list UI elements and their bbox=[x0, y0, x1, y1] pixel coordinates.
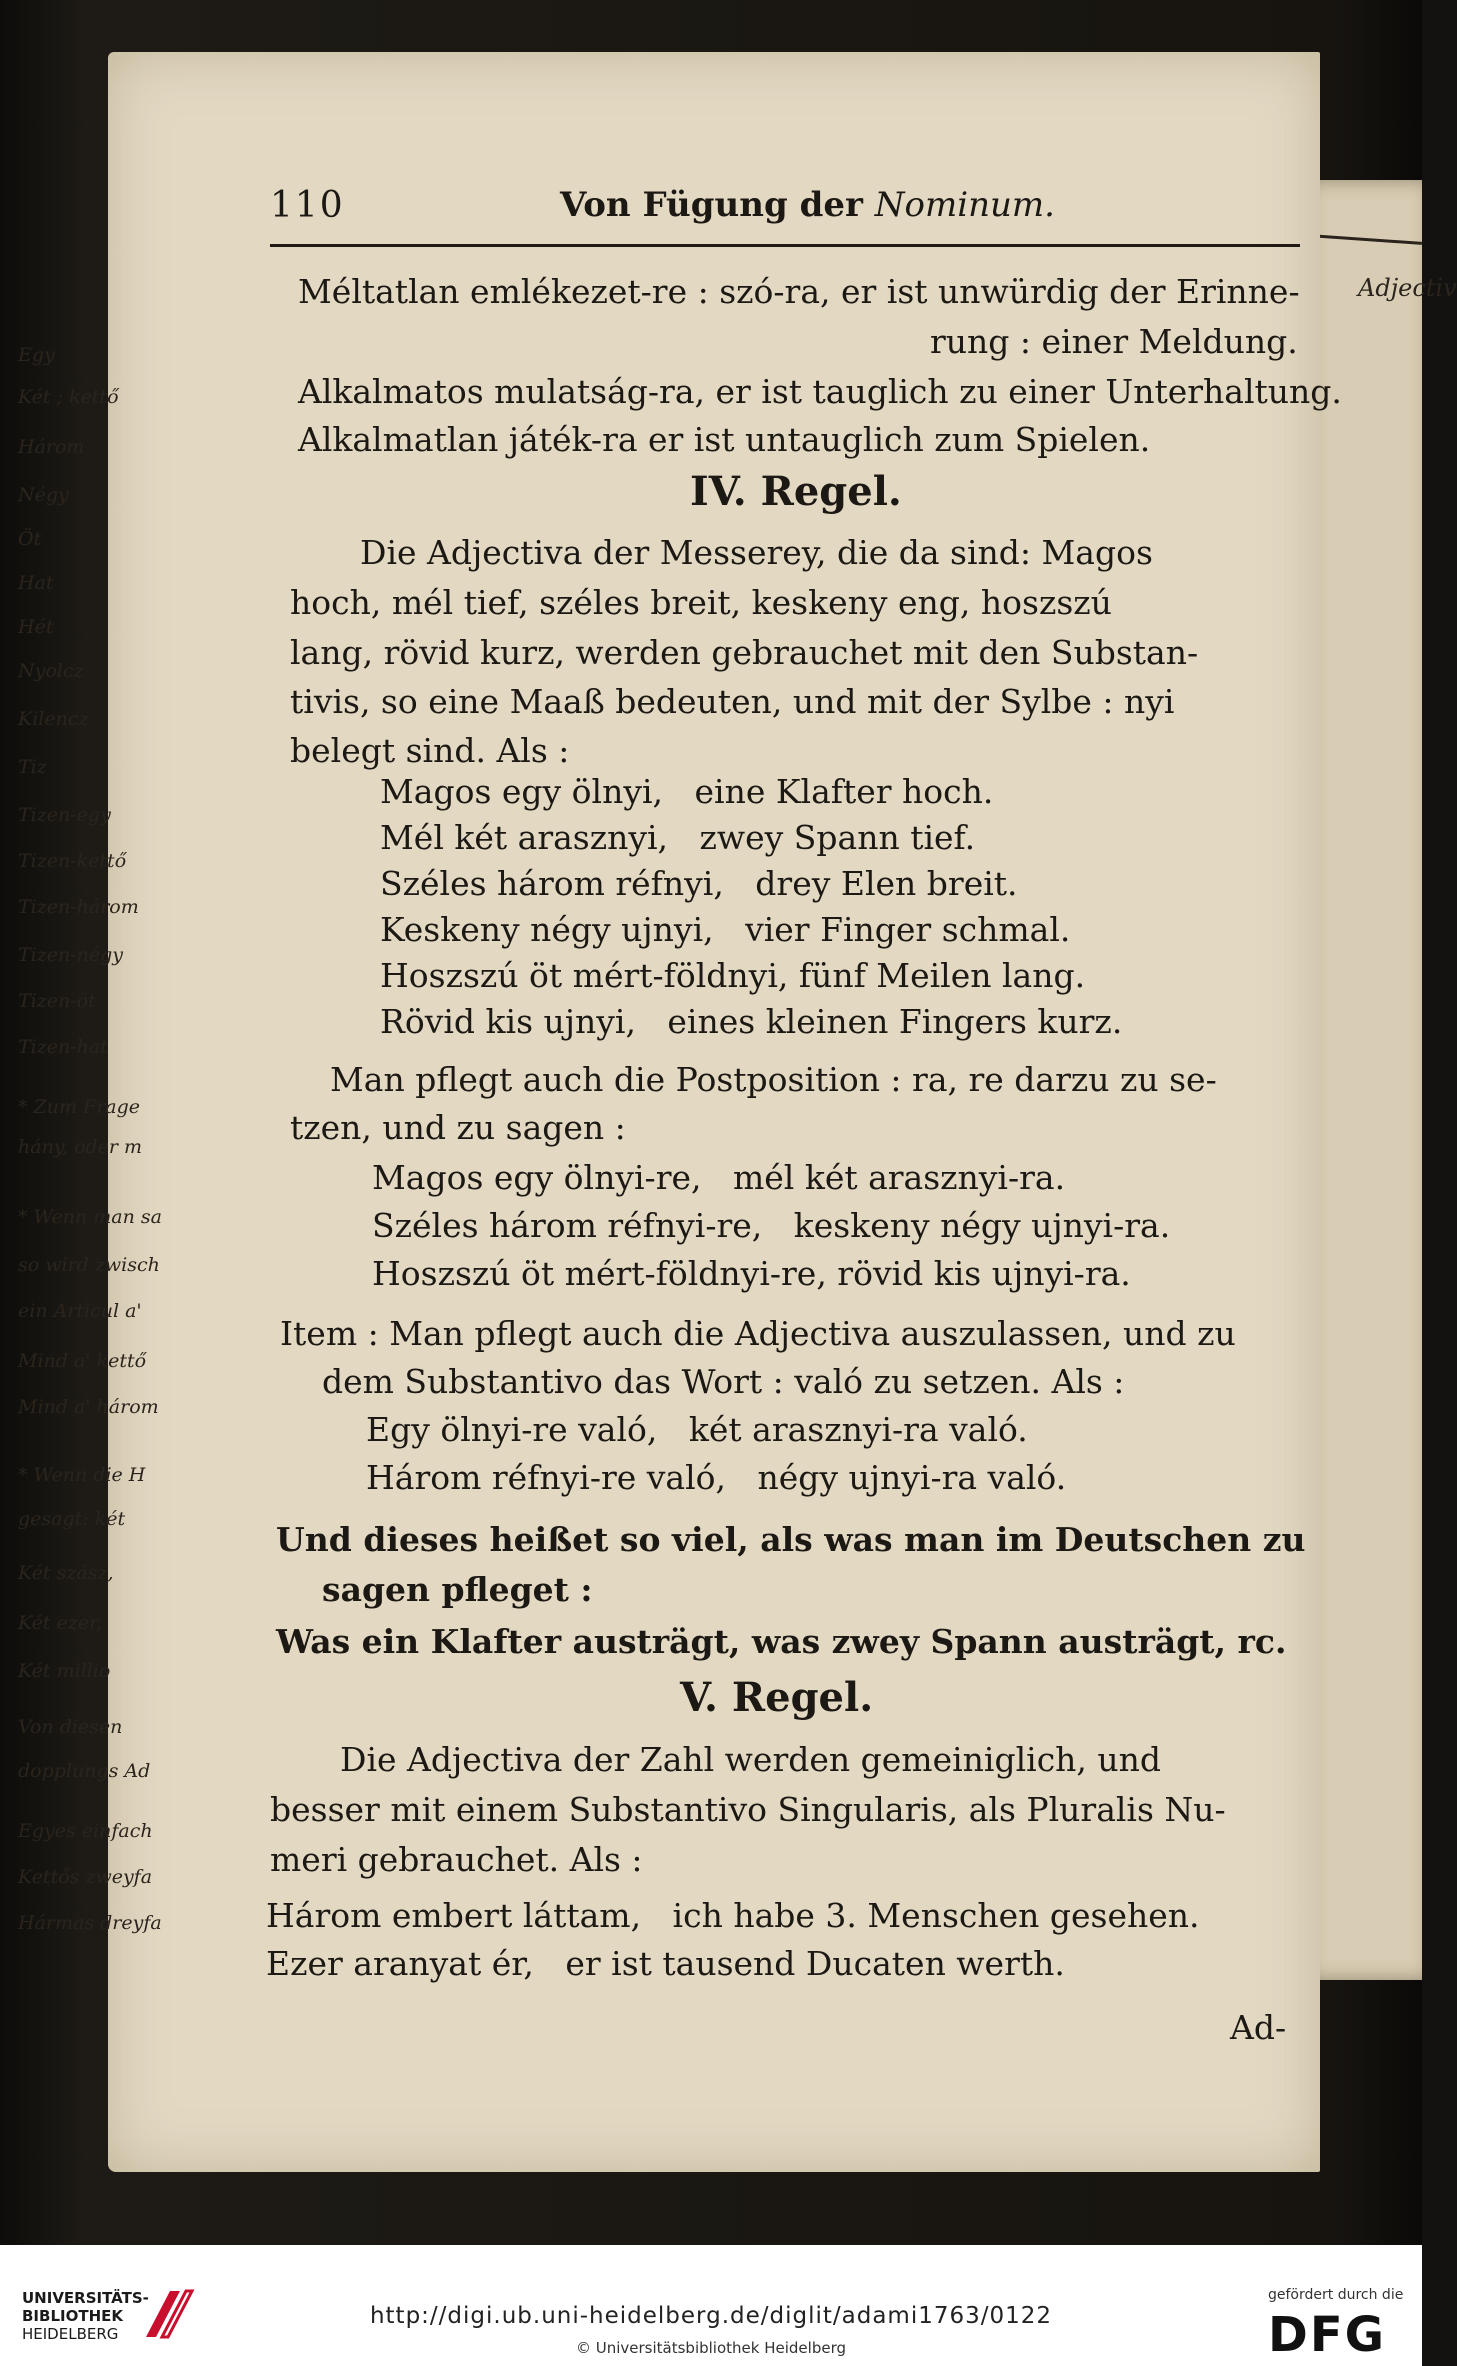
example-line: Hoszszú öt mért-földnyi-re, rövid kis ujnyi-ra. bbox=[372, 1254, 1131, 1293]
text-line: besser mit einem Substantivo Singularis, als Pluralis Nu- bbox=[270, 1790, 1226, 1829]
facing-page-line: ein Articul a' bbox=[18, 1300, 142, 1322]
facing-page-rule bbox=[1310, 234, 1422, 245]
section-heading-v: V. Regel. bbox=[680, 1674, 874, 1721]
facing-page-line: Két ezer, bbox=[18, 1612, 103, 1634]
section-heading-iv: IV. Regel. bbox=[690, 468, 902, 515]
facing-page-line: Kettős zweyfa bbox=[18, 1866, 153, 1888]
library-name-line2: BIBLIOTHEK bbox=[22, 2307, 123, 2325]
text-line: Méltatlan emlékezet-re : szó-ra, er ist unwürdig der Erinne- bbox=[298, 272, 1300, 311]
facing-page-line: Nyolcz bbox=[18, 660, 84, 682]
facing-page-line: Kilencz bbox=[18, 708, 89, 730]
text-line: Was ein Klafter austrägt, was zwey Spann austrägt, rc. bbox=[276, 1622, 1287, 1661]
text-line: tzen, und zu sagen : bbox=[290, 1108, 626, 1147]
text-line: Item : Man pflegt auch die Adjectiva auszulassen, und zu bbox=[280, 1314, 1236, 1353]
funded-by-caption: gefördert durch die bbox=[1268, 2287, 1404, 2303]
text-line: hoch, mél tief, széles breit, keskeny eng, hoszszú bbox=[290, 583, 1112, 622]
facing-page-line: Hét bbox=[18, 616, 54, 638]
running-head bbox=[560, 185, 1055, 225]
viewer-footer bbox=[0, 2245, 1422, 2366]
facing-page-line: Tizen-öt bbox=[18, 990, 96, 1012]
facing-page-line: Mind a' kettő bbox=[18, 1350, 147, 1372]
facing-page-line: Két millio bbox=[18, 1660, 111, 1682]
facing-page-line: gesagt: két bbox=[18, 1508, 126, 1530]
library-name-line1: UNIVERSITÄTS- bbox=[22, 2289, 149, 2307]
permalink-url[interactable]: http://digi.ub.uni-heidelberg.de/diglit/adami1763/0122 bbox=[369, 2303, 1053, 2329]
facing-page-line: Tizen-egy bbox=[18, 804, 111, 826]
text-line: lang, rövid kurz, werden gebrauchet mit den Substan- bbox=[290, 633, 1199, 672]
example-line: Három embert láttam, ich habe 3. Menschen gesehen. bbox=[266, 1896, 1200, 1935]
example-line: Ezer aranyat ér, er ist tausend Ducaten werth. bbox=[266, 1944, 1065, 1983]
facing-page-line: Tizen-három bbox=[18, 896, 139, 918]
example-line: Magos egy ölnyi-re, mél két arasznyi-ra. bbox=[372, 1158, 1066, 1197]
facing-page-line: * Zum Frage bbox=[18, 1096, 141, 1118]
text-line: dem Substantivo das Wort : való zu setzen. Als : bbox=[322, 1362, 1125, 1401]
example-line: Mél két arasznyi, zwey Spann tief. bbox=[380, 818, 976, 857]
text-line: Und dieses heißet so viel, als was man im Deutschen zu bbox=[276, 1520, 1306, 1559]
text-line: meri gebrauchet. Als : bbox=[270, 1840, 643, 1879]
facing-page-line: Hármas dreyfa bbox=[18, 1912, 162, 1934]
example-line: Keskeny négy ujnyi, vier Finger schmal. bbox=[380, 910, 1071, 949]
running-head-italic: Nominum. bbox=[874, 185, 1055, 225]
text-line: Alkalmatos mulatság-ra, er ist tauglich zu einer Unterhaltung. bbox=[298, 372, 1342, 411]
text-line: sagen pfleget : bbox=[322, 1570, 593, 1609]
facing-page-line: Négy bbox=[18, 484, 69, 506]
facing-page-line: Tizen-kettő bbox=[18, 850, 127, 872]
facing-page-line: Egyes einfach bbox=[18, 1820, 153, 1842]
text-line: rung : einer Meldung. bbox=[930, 322, 1298, 361]
page-number: 110 bbox=[270, 185, 345, 226]
facing-page-line: * Wenn man sa bbox=[18, 1206, 162, 1228]
facing-page-line: Mind a' három bbox=[18, 1396, 159, 1418]
copyright-notice: © Universitätsbibliothek Heidelberg bbox=[575, 2339, 846, 2357]
dfg-logo: DFG bbox=[1268, 2307, 1387, 2363]
running-head-text: Von Fügung der bbox=[560, 185, 863, 225]
example-line: Széles három réfnyi, drey Elen breit. bbox=[380, 864, 1018, 903]
text-line: Die Adjectiva der Messerey, die da sind: Magos bbox=[360, 533, 1153, 572]
facing-page-heading: Adjectiv bbox=[1358, 274, 1457, 302]
facing-page-line: Von diesen bbox=[18, 1716, 123, 1738]
facing-page-line: Hat bbox=[18, 572, 54, 594]
facing-page-line: hány, oder m bbox=[18, 1136, 143, 1158]
facing-page-line: Két ; kettő bbox=[18, 386, 119, 408]
facing-page-line: Két szász, bbox=[18, 1562, 114, 1584]
library-name-line3: HEIDELBERG bbox=[22, 2325, 119, 2343]
facing-page-line: Tizen-hat bbox=[18, 1036, 108, 1058]
text-line: Alkalmatlan játék-ra er ist untauglich zum Spielen. bbox=[298, 420, 1151, 459]
facing-page-line: Három bbox=[18, 436, 85, 458]
text-line: Die Adjectiva der Zahl werden gemeiniglich, und bbox=[340, 1740, 1162, 1779]
facing-page-line: Tiz bbox=[18, 756, 47, 778]
facing-page-line: so wird zwisch bbox=[18, 1254, 160, 1276]
text-line: belegt sind. Als : bbox=[290, 731, 570, 770]
facing-page-line: Tizen-négy bbox=[18, 944, 124, 966]
facing-page-line: Öt bbox=[18, 528, 42, 550]
example-line: Hoszszú öt mért-földnyi, fünf Meilen lang. bbox=[380, 956, 1086, 995]
header-rule bbox=[270, 244, 1300, 247]
facing-page-line: * Wenn die H bbox=[18, 1464, 146, 1486]
catchword: Ad- bbox=[1230, 2008, 1287, 2047]
example-line: Rövid kis ujnyi, eines kleinen Fingers kurz. bbox=[380, 1002, 1123, 1041]
facing-page-line: Egy bbox=[18, 344, 55, 366]
facing-page-line: dopplungs Ad bbox=[18, 1760, 151, 1782]
text-line: Man pflegt auch die Postposition : ra, re darzu zu se- bbox=[330, 1060, 1217, 1099]
example-line: Egy ölnyi-re való, két arasznyi-ra való. bbox=[366, 1410, 1028, 1449]
example-line: Széles három réfnyi-re, keskeny négy ujnyi-ra. bbox=[372, 1206, 1171, 1245]
example-line: Magos egy ölnyi, eine Klafter hoch. bbox=[380, 772, 994, 811]
example-line: Három réfnyi-re való, négy ujnyi-ra való. bbox=[366, 1458, 1067, 1497]
text-line: tivis, so eine Maaß bedeuten, und mit der Sylbe : nyi bbox=[290, 682, 1175, 721]
page-header bbox=[270, 185, 1300, 235]
